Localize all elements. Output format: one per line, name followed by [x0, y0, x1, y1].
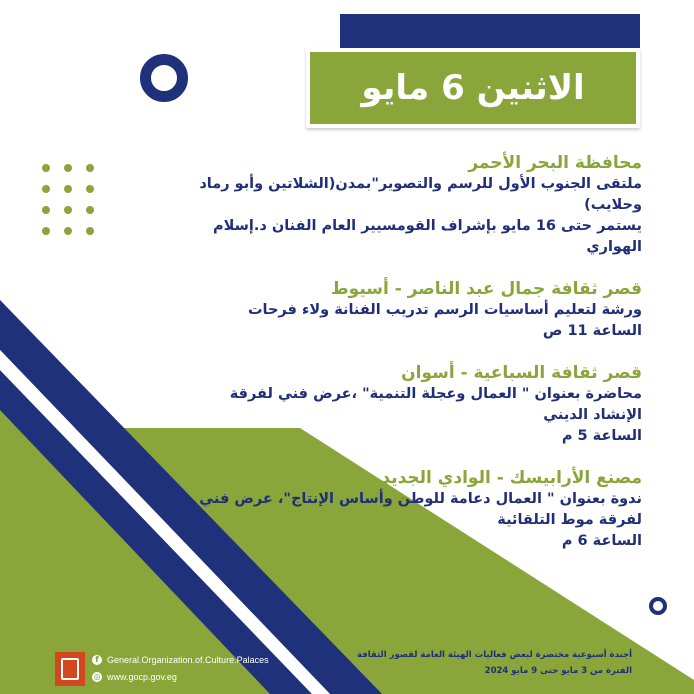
dot [86, 227, 94, 235]
logo-mark [61, 658, 79, 680]
dot [86, 164, 94, 172]
website-link[interactable]: www.gocp.gov.eg [107, 671, 177, 682]
website-row[interactable] [92, 668, 269, 685]
dot [86, 206, 94, 214]
event-detail: الإنشاد الديني [543, 407, 642, 423]
event-detail: ورشة لتعليم أساسيات الرسم تدريب الفنانة ولاء فرحات [247, 302, 642, 318]
facebook-row[interactable] [92, 651, 269, 668]
dot [64, 227, 72, 235]
event-item [182, 152, 642, 258]
events-list [182, 152, 642, 572]
event-detail: يستمر حتى 16 مايو بإشراف القومسيير العام الفنان د.إسلام الهواري [212, 218, 642, 255]
event-detail: محاضرة بعنوان " العمال وعجلة التنمية" ،عرض فني لفرقة [229, 386, 642, 402]
dot [42, 185, 50, 193]
page-title: الاثنين 6 مايو [361, 68, 585, 108]
culture-palaces-logo [55, 652, 85, 686]
dot [42, 206, 50, 214]
agenda-note-line: أجندة أسبوعية مختصرة لبعض فعاليات الهيئة العامة لقصور الثقافة [357, 650, 632, 660]
dot [42, 164, 50, 172]
event-detail: لفرقة موط التلقائية [497, 512, 642, 528]
navy-ring-decoration [140, 54, 188, 102]
dot [42, 227, 50, 235]
event-detail: ملتقى الجنوب الأول للرسم والتصوير"بمدن(الشلاتين وأبو رماد وحلايب) [199, 176, 642, 213]
event-item [182, 467, 642, 552]
dot [64, 185, 72, 193]
event-time: الساعة 5 م [561, 428, 642, 444]
facebook-link[interactable]: General.Organization.of.Culture.Palaces [107, 654, 269, 665]
event-time: الساعة 11 ص [542, 323, 642, 339]
event-item [182, 362, 642, 447]
event-venue: محافظة البحر الأحمر [468, 153, 642, 173]
event-venue: مصنع الأرابيسك - الوادي الجديد [381, 468, 642, 488]
event-venue: قصر ثقافة السباعية - أسوان [401, 363, 642, 383]
event-time: الساعة 6 م [561, 533, 642, 549]
small-ring-decoration [649, 597, 667, 615]
event-detail: ندوة بعنوان " العمال دعامة للوطن وأساس الإنتاج"، عرض فني [199, 491, 642, 507]
dot [64, 206, 72, 214]
agenda-period: الفترة من 3 مايو حتى 9 مايو 2024 [484, 666, 632, 676]
agenda-note [357, 647, 632, 679]
dot [64, 164, 72, 172]
globe-icon: ◎ [93, 671, 101, 681]
event-item [182, 278, 642, 342]
dot [86, 185, 94, 193]
title-banner [306, 48, 640, 128]
dot-grid-decoration [42, 164, 94, 235]
contact-info [92, 651, 269, 685]
facebook-icon: f [92, 655, 102, 665]
event-venue: قصر ثقافة جمال عبد الناصر - أسيوط [331, 279, 642, 299]
